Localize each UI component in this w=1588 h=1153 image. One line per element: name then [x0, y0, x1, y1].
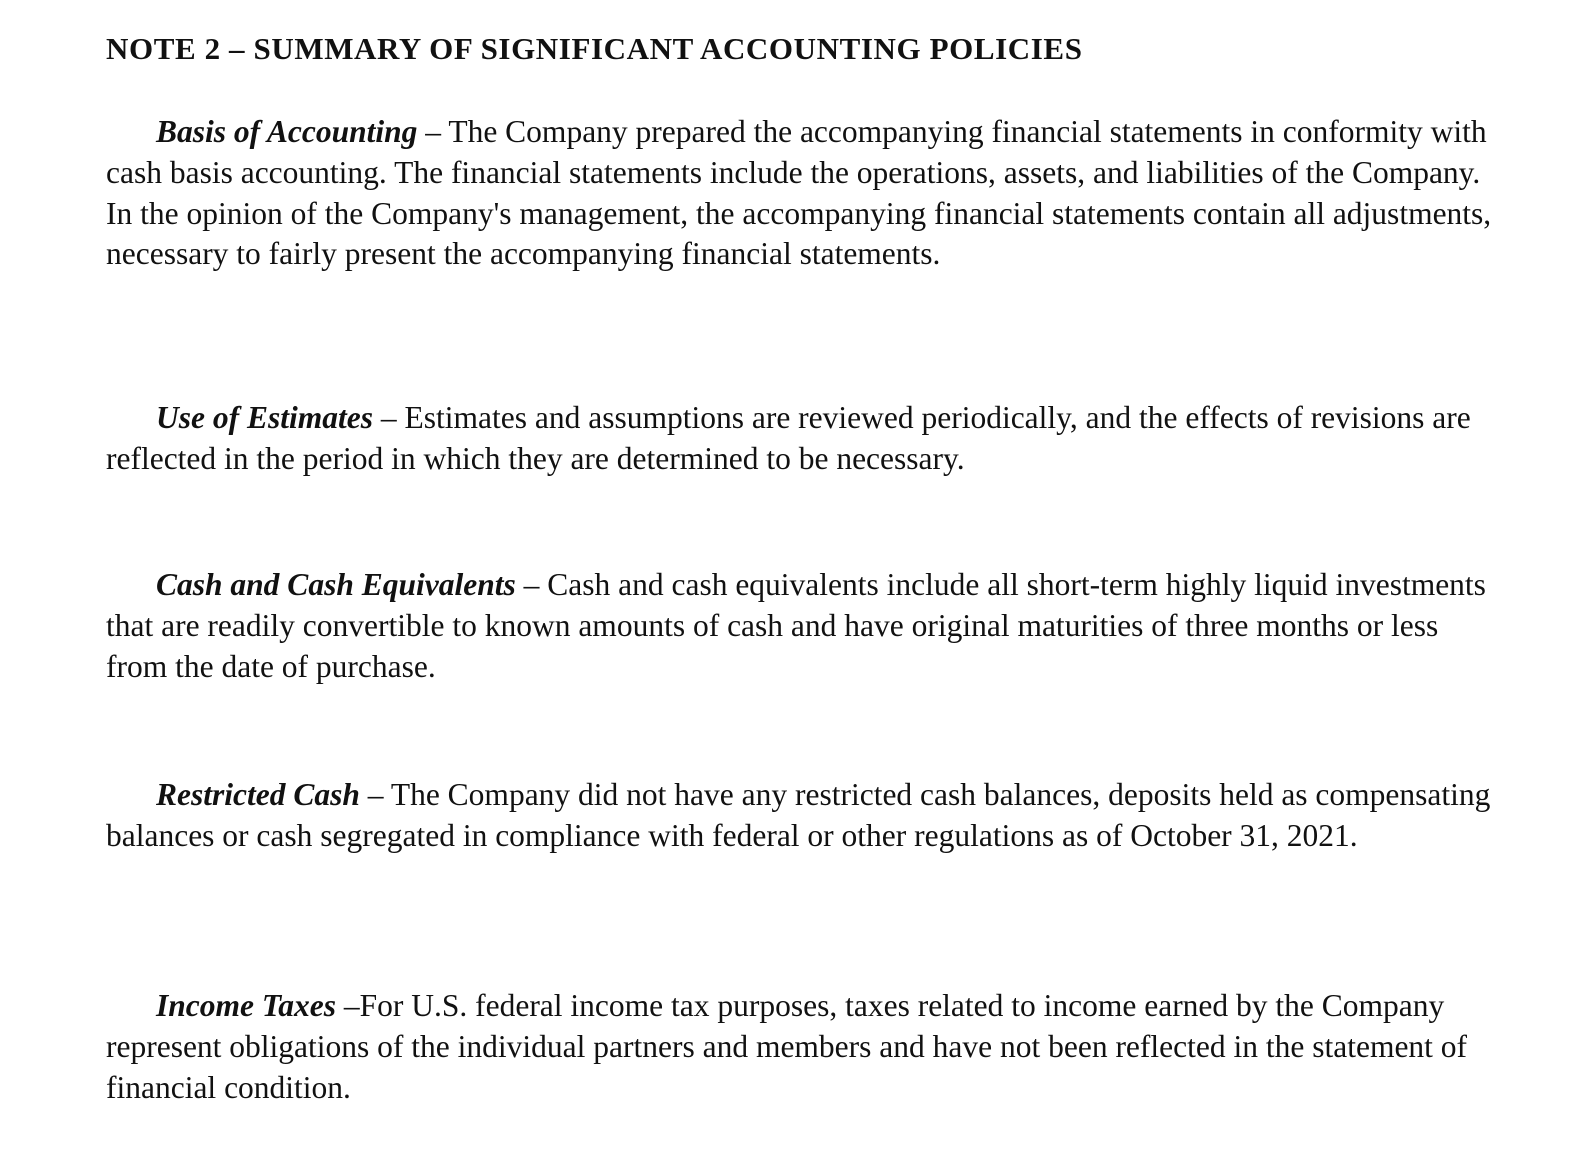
policy-separator: –: [335, 988, 360, 1023]
note-title: NOTE 2 – SUMMARY OF SIGNIFICANT ACCOUNTING POLICIES: [106, 31, 1083, 66]
policy-heading: Basis of Accounting: [156, 114, 418, 149]
policy-separator: –: [359, 777, 391, 812]
policy-cash-and-cash-equivalents: [106, 565, 1506, 687]
policy-body: Estimates and assumptions are reviewed periodically, and the effects of revisions are reflected in the period in which they are determined to be necessary.: [106, 400, 1471, 476]
policy-body: The Company prepared the accompanying financial statements in conformity with cash basis accounting. The financial statements include the operations, assets, and liabilities of the Company. In the opinion of the Company's management, the accompanying financial statements contain all adjustments, necessary to fairly present the accompanying financial statements.: [106, 114, 1492, 272]
policy-basis-of-accounting: [106, 112, 1506, 275]
policy-body: For U.S. federal income tax purposes, taxes related to income earned by the Company represent obligations of the individual partners and members and have not been reflected in the statement of financial condition.: [106, 988, 1468, 1105]
policy-separator: –: [373, 400, 405, 435]
policy-use-of-estimates: [106, 398, 1506, 480]
policy-separator: –: [417, 114, 449, 149]
policy-heading: Use of Estimates: [156, 400, 373, 435]
policy-heading: Restricted Cash: [156, 777, 360, 812]
policy-body: Cash and cash equivalents include all short-term highly liquid investments that are readily convertible to known amounts of cash and have original maturities of three months or less from the date of purchase.: [106, 567, 1486, 684]
policy-body: The Company did not have any restricted cash balances, deposits held as compensating balances or cash segregated in compliance with federal or other regulations as of October 31, 2021.: [106, 777, 1491, 853]
policy-restricted-cash: [106, 775, 1506, 857]
policy-heading: Income Taxes: [156, 988, 336, 1023]
policy-heading: Cash and Cash Equivalents: [156, 567, 516, 602]
policy-income-taxes: [106, 986, 1506, 1108]
policy-separator: –: [515, 567, 548, 602]
